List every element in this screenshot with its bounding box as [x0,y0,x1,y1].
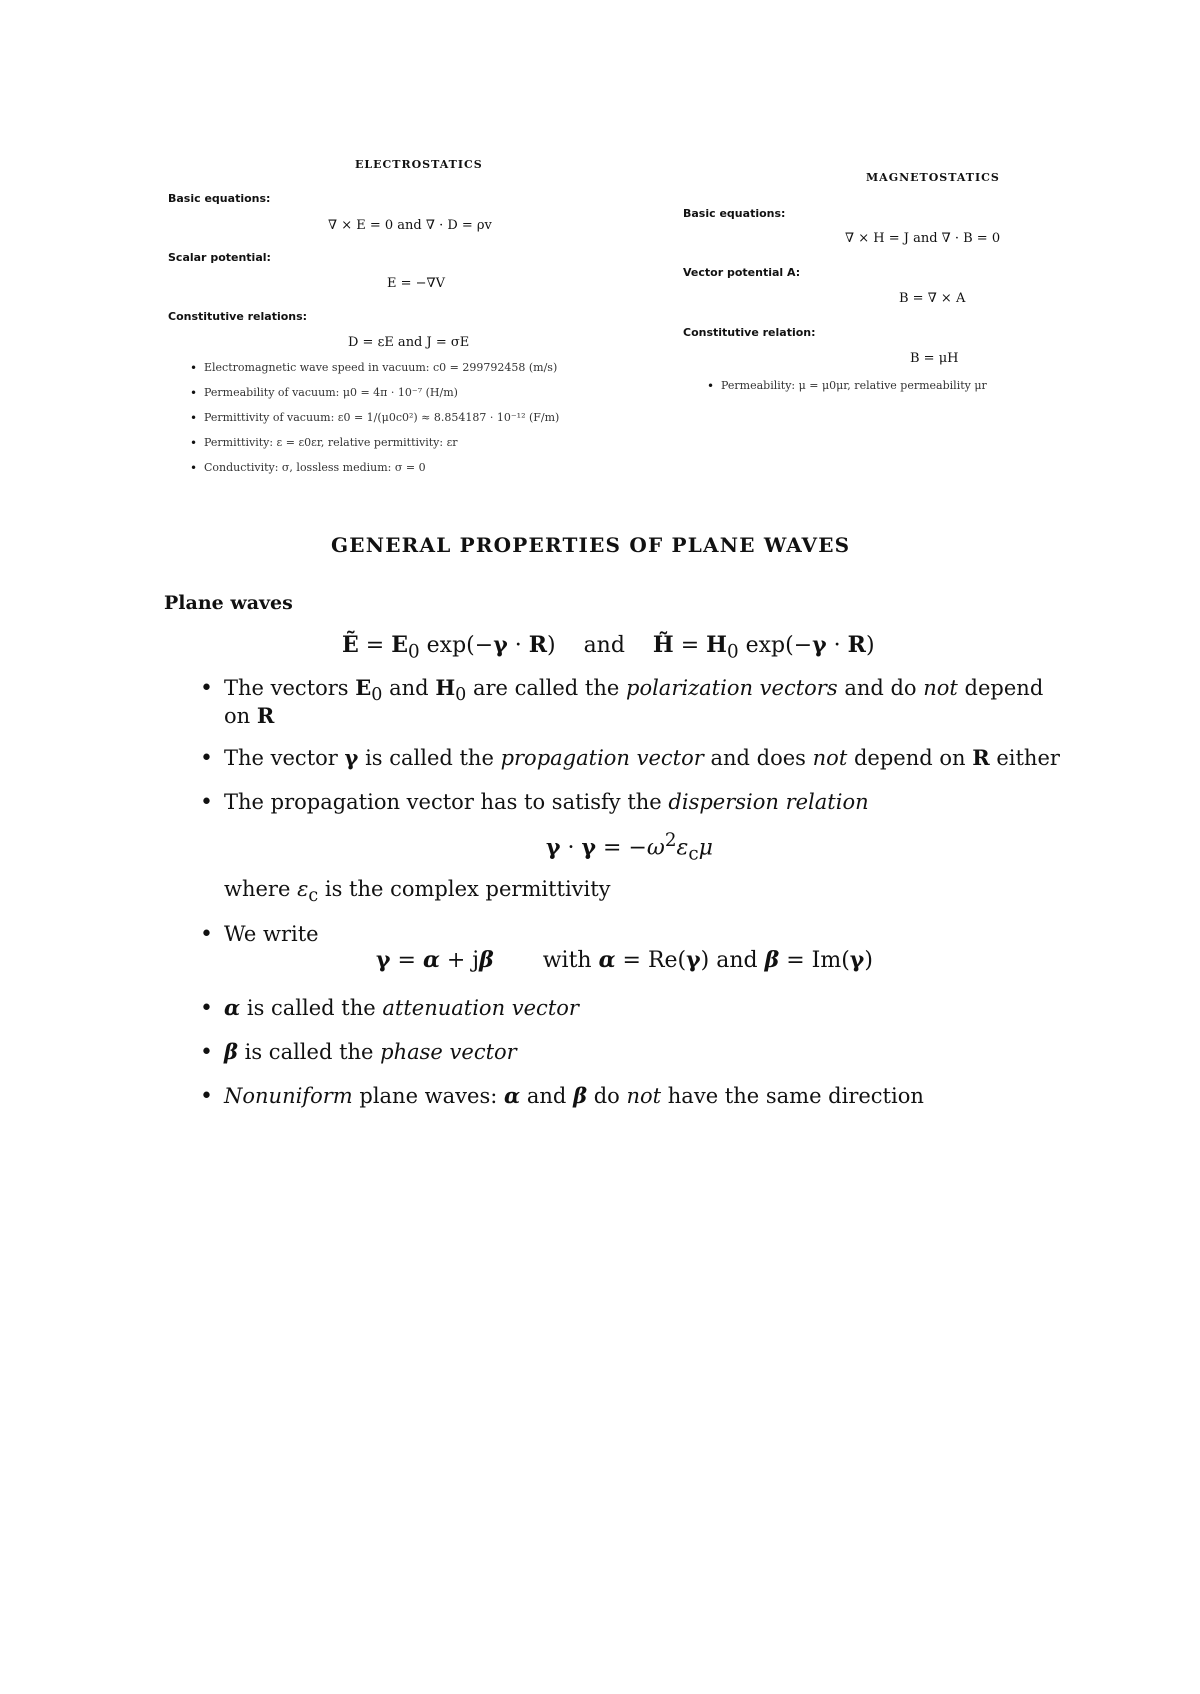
bullet-polarization-line2: on R [224,703,275,728]
complex-permittivity-note: where $\varepsilon_c$ is the complex permittivity [224,877,611,907]
gamma-decomposition-equation: γ = α + jβ with α = Re(γ) and β = Im(γ) [376,947,873,973]
bullet-polarization-line1: The vectors $E_0$ and $H_0$ are called the polarization vectors and do not depend [224,675,1044,706]
electrostatics-bullet: • Permittivity of vacuum: ε0 = 1/(μ0c0²) ≈ 8.854187 · 10⁻¹² (F/m) [188,408,559,433]
bullet-dot: • [200,1040,213,1065]
subsection-title: Plane waves [164,592,293,614]
bullet-dot: • [200,746,213,771]
electrostatics-bullet: • Permittivity: ε = ε0εr, relative permittivity: εr [188,433,559,458]
bullet-dot: • [200,922,213,947]
electrostatics-bullet: • Conductivity: σ, lossless medium: σ = 0 [188,458,559,483]
electrostatics-constitutive-equation: D = εE and J = σE [348,335,470,350]
section-title: GENERAL PROPERTIES OF PLANE WAVES [331,533,851,557]
bullet-phase: β is called the phase vector [224,1039,517,1064]
bullet-propagation-vector: The vector γ is called the propagation vector and does not depend on R either [224,745,1060,770]
electrostatics-bullet: • Electromagnetic wave speed in vacuum: c0 = 299792458 (m/s) [188,358,559,383]
electrostatics-bullet-list [188,358,559,483]
bullet-dot: • [200,676,213,701]
electrostatics-potential-label: Scalar potential: [168,251,271,264]
bullet-nonuniform: Nonuniform plane waves: α and β do not have the same direction [224,1083,924,1108]
magnetostatics-bullet-list [705,376,987,401]
bullet-dot: • [200,790,213,815]
magnetostatics-title: MAGNETOSTATICS [866,171,1000,184]
electrostatics-potential-equation: E = −∇V [387,276,446,291]
electrostatics-constitutive-label: Constitutive relations: [168,310,308,323]
magnetostatics-constitutive-label: Constitutive relation: [683,326,816,339]
magnetostatics-basic-label: Basic equations: [683,207,786,220]
bullet-attenuation: α is called the attenuation vector [224,995,579,1020]
bullet-dispersion: The propagation vector has to satisfy the dispersion relation [224,790,869,814]
magnetostatics-basic-equation: ∇ × H = J and ∇ · B = 0 [845,231,1001,246]
bullet-we-write: We write [224,922,319,946]
bullet-dot: • [200,1084,213,1109]
magnetostatics-constitutive-equation: B = μH [910,351,959,366]
magnetostatics-potential-equation: B = ∇ × A [899,291,966,306]
electrostatics-title: ELECTROSTATICS [355,158,483,171]
dispersion-equation: $\gamma \cdot \gamma = -\omega^2\varepsilon_c\mu$ [546,830,713,865]
electrostatics-basic-label: Basic equations: [168,192,271,205]
plane-wave-equation: Ẽ = $E_0$ exp(−γ · R) and H̃ = $H_0$ exp(−γ · R) [342,632,875,663]
electrostatics-bullet: • Permeability of vacuum: μ0 = 4π · 10⁻⁷ (H/m) [188,383,559,408]
bullet-dot: • [200,996,213,1021]
electrostatics-basic-equation: ∇ × E = 0 and ∇ · D = ρv [328,218,492,233]
magnetostatics-bullet: • Permeability: μ = μ0μr, relative permeability μr [705,376,987,401]
equation-and: and [583,633,625,658]
magnetostatics-potential-label: Vector potential A: [683,266,801,279]
